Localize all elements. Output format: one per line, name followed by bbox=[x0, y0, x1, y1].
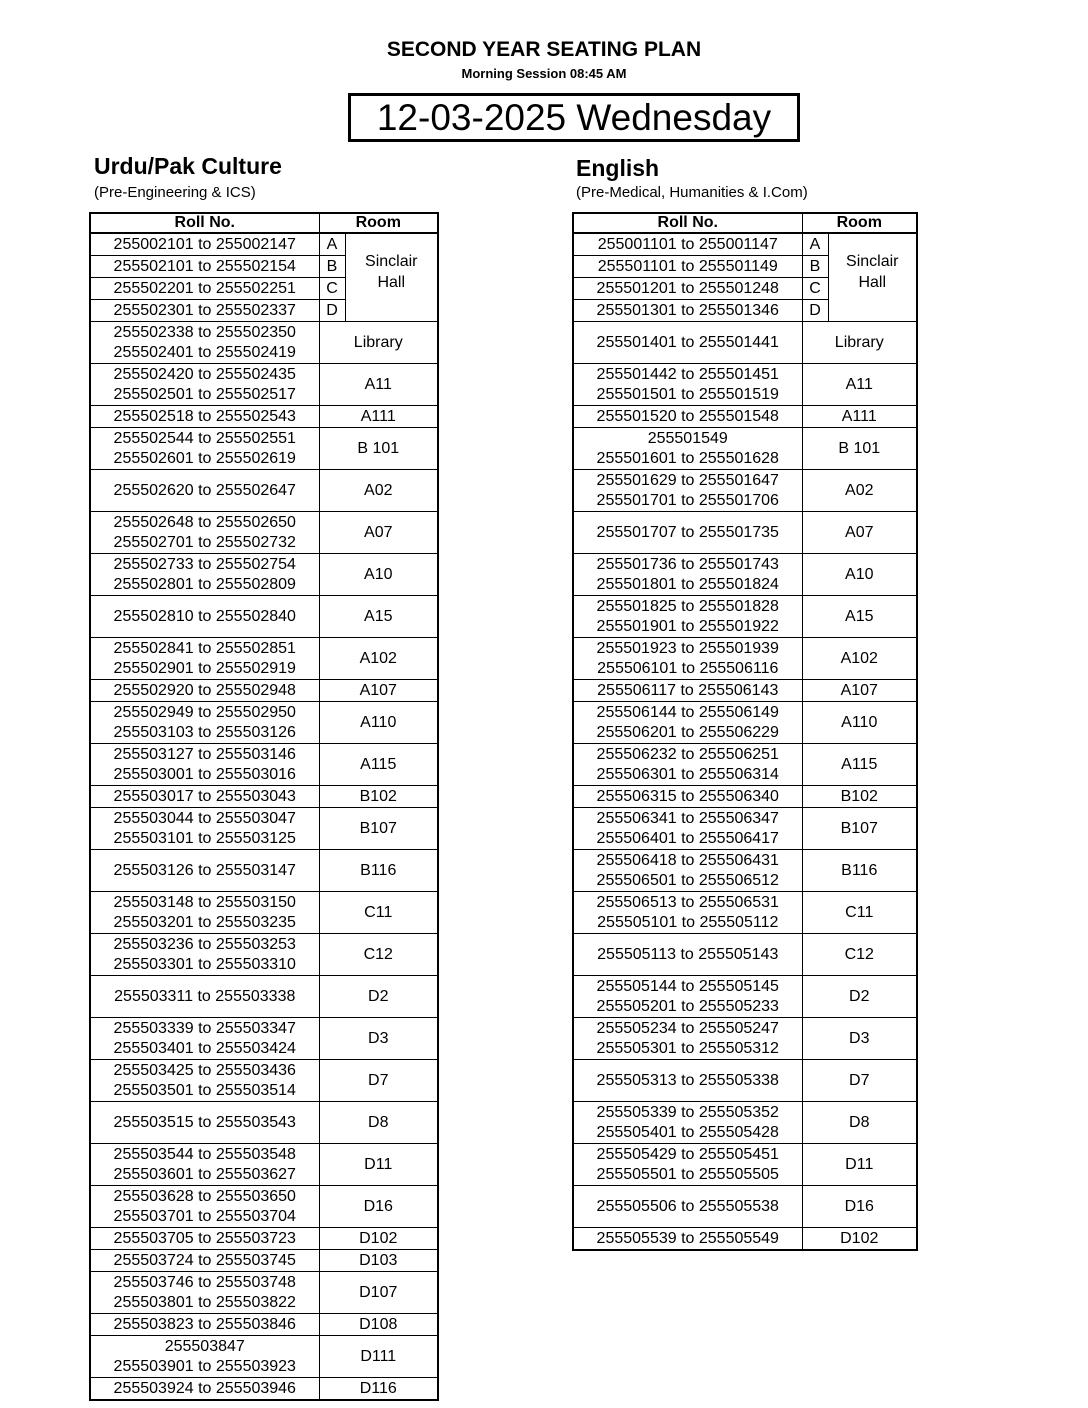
table-row bbox=[573, 364, 917, 406]
exam-date-box: 12-03-2025 Wednesday bbox=[348, 93, 800, 142]
roll-range-cell bbox=[573, 976, 802, 1018]
roll-range-cell bbox=[90, 1018, 319, 1060]
roll-range-line: 255503103 to 255503126 bbox=[113, 723, 296, 741]
room-cell: A15 bbox=[802, 596, 917, 638]
roll-range-line: 255501901 to 255501922 bbox=[596, 617, 779, 635]
hall-name-cell: Sinclair Hall bbox=[345, 233, 438, 322]
table-row bbox=[573, 1102, 917, 1144]
roll-range-line: 255503515 to 255503543 bbox=[113, 1114, 296, 1131]
room-cell: A110 bbox=[802, 702, 917, 744]
table-row bbox=[90, 1250, 438, 1272]
roll-range-line: 255503236 to 255503253 bbox=[113, 935, 296, 953]
room-cell: A10 bbox=[319, 554, 438, 596]
room-cell: D102 bbox=[319, 1228, 438, 1250]
roll-range-cell bbox=[573, 1018, 802, 1060]
table-row bbox=[573, 322, 917, 364]
room-cell: A11 bbox=[802, 364, 917, 406]
room-cell: D11 bbox=[802, 1144, 917, 1186]
roll-range-cell bbox=[90, 1336, 319, 1378]
roll-range-line: 255501736 to 255501743 bbox=[596, 555, 779, 573]
left-subject-title: Urdu/Pak Culture bbox=[94, 153, 282, 179]
roll-range-cell bbox=[90, 470, 319, 512]
roll-range-line: 255503311 to 255503338 bbox=[114, 988, 296, 1005]
roll-range-cell bbox=[573, 1186, 802, 1228]
roll-range-line: 255506513 to 255506531 bbox=[596, 893, 779, 911]
roll-range-line: 255502648 to 255502650 bbox=[113, 513, 296, 531]
room-cell: A102 bbox=[802, 638, 917, 680]
roll-range-line: 255501707 to 255501735 bbox=[596, 524, 779, 541]
table-row bbox=[573, 808, 917, 850]
roll-range-cell bbox=[90, 934, 319, 976]
roll-range-line: 255503705 to 255503723 bbox=[113, 1230, 296, 1247]
table-row bbox=[573, 1228, 917, 1251]
roll-range-line: 255502620 to 255502647 bbox=[113, 482, 296, 499]
roll-range-cell bbox=[90, 638, 319, 680]
table-row bbox=[573, 233, 917, 256]
roll-range-line: 255502518 to 255502543 bbox=[113, 408, 296, 425]
roll-range-cell bbox=[90, 406, 319, 428]
roll-range-cell bbox=[573, 1102, 802, 1144]
roll-range-cell bbox=[573, 680, 802, 702]
roll-range-line: 255505313 to 255505338 bbox=[596, 1072, 779, 1089]
room-cell: C12 bbox=[802, 934, 917, 976]
room-cell: B102 bbox=[802, 786, 917, 808]
roll-range-cell bbox=[573, 786, 802, 808]
roll-range-cell: 255501101 to 255501149 bbox=[573, 256, 802, 278]
roll-range-line: 255501442 to 255501451 bbox=[596, 365, 779, 383]
table-row bbox=[90, 406, 438, 428]
table-row bbox=[90, 596, 438, 638]
room-cell: D3 bbox=[802, 1018, 917, 1060]
roll-range-line: 255506341 to 255506347 bbox=[596, 809, 779, 827]
room-cell: D2 bbox=[319, 976, 438, 1018]
room-cell: A111 bbox=[802, 406, 917, 428]
table-row bbox=[90, 1228, 438, 1250]
roll-range-line: 255503701 to 255503704 bbox=[113, 1207, 296, 1225]
roll-range-cell: 255501201 to 255501248 bbox=[573, 278, 802, 300]
table-row bbox=[90, 892, 438, 934]
table-row bbox=[90, 1336, 438, 1378]
room-cell: A07 bbox=[802, 512, 917, 554]
roll-range-line: 255505113 to 255505143 bbox=[597, 946, 779, 963]
table-row bbox=[573, 892, 917, 934]
room-cell: D116 bbox=[319, 1378, 438, 1401]
room-cell: A10 bbox=[802, 554, 917, 596]
table-row bbox=[90, 702, 438, 744]
roll-range-cell bbox=[90, 680, 319, 702]
table-row bbox=[573, 744, 917, 786]
left-seating-table bbox=[89, 212, 439, 1401]
roll-range-line: 255501923 to 255501939 bbox=[596, 639, 779, 657]
roll-range-cell bbox=[573, 850, 802, 892]
table-row bbox=[90, 512, 438, 554]
roll-range-line: 255501501 to 255501519 bbox=[596, 385, 779, 403]
room-cell: B107 bbox=[802, 808, 917, 850]
roll-range-cell bbox=[90, 1250, 319, 1272]
roll-range-cell bbox=[90, 976, 319, 1018]
room-cell: A107 bbox=[802, 680, 917, 702]
room-cell: A07 bbox=[319, 512, 438, 554]
roll-range-cell bbox=[90, 1272, 319, 1314]
room-cell: A110 bbox=[319, 702, 438, 744]
roll-range-cell bbox=[573, 322, 802, 364]
roll-range-line: 255505339 to 255505352 bbox=[596, 1103, 779, 1121]
roll-range-line: 255503901 to 255503923 bbox=[113, 1357, 296, 1375]
roll-range-line: 255502501 to 255502517 bbox=[113, 385, 296, 403]
room-cell: D8 bbox=[802, 1102, 917, 1144]
table-row bbox=[573, 596, 917, 638]
roll-range-cell: 255502301 to 255502337 bbox=[90, 300, 319, 322]
page-title: SECOND YEAR SEATING PLAN bbox=[386, 38, 702, 61]
roll-range-line: 255503127 to 255503146 bbox=[113, 745, 296, 763]
roll-range-cell bbox=[573, 744, 802, 786]
roll-range-cell bbox=[90, 1186, 319, 1228]
roll-range-line: 255503301 to 255503310 bbox=[113, 955, 296, 973]
table-row bbox=[573, 1186, 917, 1228]
table-row bbox=[573, 470, 917, 512]
room-cell: D103 bbox=[319, 1250, 438, 1272]
table-row bbox=[573, 638, 917, 680]
table-row bbox=[90, 1144, 438, 1186]
hall-section-letter: C bbox=[802, 278, 828, 300]
room-cell: A115 bbox=[802, 744, 917, 786]
roll-range-line: 255503544 to 255503548 bbox=[113, 1145, 296, 1163]
hall-section-letter: B bbox=[802, 256, 828, 278]
roll-range-cell bbox=[573, 892, 802, 934]
table-row bbox=[573, 680, 917, 702]
room-cell: D16 bbox=[802, 1186, 917, 1228]
table-row bbox=[90, 1272, 438, 1314]
right-seating-table bbox=[572, 212, 918, 1251]
roll-range-cell bbox=[573, 934, 802, 976]
roll-range-cell bbox=[90, 1378, 319, 1401]
table-row bbox=[90, 786, 438, 808]
roll-range-line: 255503044 to 255503047 bbox=[113, 809, 296, 827]
table-row bbox=[90, 364, 438, 406]
right-stream-label: (Pre-Medical, Humanities & I.Com) bbox=[576, 184, 808, 201]
table-row bbox=[90, 428, 438, 470]
roll-range-line: 255501701 to 255501706 bbox=[596, 491, 779, 509]
roll-range-line: 255501549 bbox=[647, 429, 728, 447]
hall-section-letter: A bbox=[319, 233, 345, 256]
roll-range-line: 255502841 to 255502851 bbox=[113, 639, 296, 657]
roll-range-line: 255503847 bbox=[164, 1337, 245, 1355]
roll-range-cell: 255502101 to 255502154 bbox=[90, 256, 319, 278]
roll-range-cell bbox=[90, 322, 319, 364]
hall-section-letter: A bbox=[802, 233, 828, 256]
room-cell: C11 bbox=[802, 892, 917, 934]
room-cell: A11 bbox=[319, 364, 438, 406]
roll-range-cell bbox=[90, 1144, 319, 1186]
table-row bbox=[90, 470, 438, 512]
table-row bbox=[90, 680, 438, 702]
room-cell: D16 bbox=[319, 1186, 438, 1228]
roll-range-line: 255502544 to 255502551 bbox=[113, 429, 296, 447]
table-row bbox=[90, 1018, 438, 1060]
roll-range-cell bbox=[90, 850, 319, 892]
roll-range-cell bbox=[90, 596, 319, 638]
roll-range-line: 255505501 to 255505505 bbox=[596, 1165, 779, 1183]
table-row bbox=[573, 406, 917, 428]
roll-range-line: 255502733 to 255502754 bbox=[113, 555, 296, 573]
hall-section-letter: D bbox=[802, 300, 828, 322]
roll-range-cell bbox=[90, 1314, 319, 1336]
roll-range-line: 255505234 to 255505247 bbox=[596, 1019, 779, 1037]
room-cell: A107 bbox=[319, 680, 438, 702]
roll-range-line: 255505506 to 255505538 bbox=[596, 1198, 779, 1215]
table-row bbox=[573, 786, 917, 808]
roll-range-line: 255505144 to 255505145 bbox=[596, 977, 779, 995]
roll-range-line: 255506201 to 255506229 bbox=[596, 723, 779, 741]
table-row bbox=[90, 638, 438, 680]
roll-range-line: 255505539 to 255505549 bbox=[596, 1230, 779, 1247]
roll-range-line: 255503401 to 255503424 bbox=[113, 1039, 296, 1057]
header-row bbox=[90, 213, 438, 233]
table-row bbox=[90, 976, 438, 1018]
room-cell: D2 bbox=[802, 976, 917, 1018]
room-cell: D7 bbox=[802, 1060, 917, 1102]
roll-range-line: 255506101 to 255506116 bbox=[597, 659, 779, 677]
roll-range-line: 255501801 to 255501824 bbox=[596, 575, 779, 593]
roll-range-line: 255506401 to 255506417 bbox=[596, 829, 779, 847]
roll-range-line: 255502601 to 255502619 bbox=[113, 449, 296, 467]
roll-range-line: 255502901 to 255502919 bbox=[113, 659, 296, 677]
table-row bbox=[90, 554, 438, 596]
roll-range-line: 255503724 to 255503745 bbox=[113, 1252, 296, 1269]
roll-range-cell bbox=[573, 428, 802, 470]
room-cell: D8 bbox=[319, 1102, 438, 1144]
table-row bbox=[90, 744, 438, 786]
roll-range-line: 255501601 to 255501628 bbox=[596, 449, 779, 467]
table-row bbox=[573, 850, 917, 892]
room-cell: A02 bbox=[319, 470, 438, 512]
table-row bbox=[90, 1314, 438, 1336]
roll-range-cell bbox=[573, 554, 802, 596]
table-row bbox=[573, 976, 917, 1018]
table-row bbox=[573, 1144, 917, 1186]
table-row bbox=[90, 934, 438, 976]
table-row bbox=[90, 1060, 438, 1102]
roll-range-line: 255502810 to 255502840 bbox=[113, 608, 296, 625]
roll-range-line: 255506315 to 255506340 bbox=[596, 788, 779, 805]
roll-range-cell bbox=[573, 470, 802, 512]
session-time: Morning Session 08:45 AM bbox=[461, 66, 627, 81]
roll-range-cell bbox=[90, 786, 319, 808]
roll-range-cell bbox=[90, 1060, 319, 1102]
roll-range-cell bbox=[573, 596, 802, 638]
room-header: Room bbox=[319, 213, 438, 233]
header-row bbox=[573, 213, 917, 233]
table-row bbox=[573, 512, 917, 554]
roll-range-line: 255503001 to 255503016 bbox=[113, 765, 296, 783]
table-row bbox=[90, 322, 438, 364]
room-cell: D102 bbox=[802, 1228, 917, 1251]
roll-range-cell: 255002101 to 255002147 bbox=[90, 233, 319, 256]
roll-range-line: 255503148 to 255503150 bbox=[113, 893, 296, 911]
table-row bbox=[90, 233, 438, 256]
roll-range-cell bbox=[90, 808, 319, 850]
hall-section-letter: C bbox=[319, 278, 345, 300]
roll-range-line: 255505301 to 255505312 bbox=[596, 1039, 779, 1057]
roll-range-cell bbox=[573, 512, 802, 554]
roll-range-line: 255503201 to 255503235 bbox=[113, 913, 296, 931]
room-cell: A111 bbox=[319, 406, 438, 428]
roll-range-line: 255506418 to 255506431 bbox=[596, 851, 779, 869]
room-cell: A15 bbox=[319, 596, 438, 638]
roll-range-line: 255505201 to 255505233 bbox=[596, 997, 779, 1015]
roll-range-cell bbox=[90, 1102, 319, 1144]
table-row bbox=[573, 702, 917, 744]
table-row bbox=[90, 1378, 438, 1401]
roll-range-line: 255506501 to 255506512 bbox=[596, 871, 779, 889]
hall-name-cell: Sinclair Hall bbox=[828, 233, 917, 322]
roll-range-line: 255503126 to 255503147 bbox=[113, 862, 296, 879]
table-row bbox=[573, 428, 917, 470]
roll-range-line: 255501401 to 255501441 bbox=[596, 334, 779, 351]
roll-range-line: 255501825 to 255501828 bbox=[596, 597, 779, 615]
roll-range-line: 255503101 to 255503125 bbox=[113, 829, 296, 847]
right-subject-title: English bbox=[576, 155, 660, 181]
room-cell: D107 bbox=[319, 1272, 438, 1314]
roll-range-line: 255501629 to 255501647 bbox=[596, 471, 779, 489]
room-cell: D3 bbox=[319, 1018, 438, 1060]
roll-range-line: 255505429 to 255505451 bbox=[596, 1145, 779, 1163]
room-cell: C12 bbox=[319, 934, 438, 976]
roll-range-cell bbox=[573, 1060, 802, 1102]
room-cell: D7 bbox=[319, 1060, 438, 1102]
room-cell: D11 bbox=[319, 1144, 438, 1186]
roll-range-line: 255503425 to 255503436 bbox=[113, 1061, 296, 1079]
table-row bbox=[90, 1102, 438, 1144]
roll-range-line: 255506301 to 255506314 bbox=[596, 765, 779, 783]
room-cell: A02 bbox=[802, 470, 917, 512]
left-stream-label: (Pre-Engineering & ICS) bbox=[94, 184, 256, 201]
room-cell: B102 bbox=[319, 786, 438, 808]
roll-range-line: 255506144 to 255506149 bbox=[596, 703, 779, 721]
roll-range-cell: 255001101 to 255001147 bbox=[573, 233, 802, 256]
room-cell: B116 bbox=[319, 850, 438, 892]
roll-no-header: Roll No. bbox=[573, 213, 802, 233]
roll-range-cell bbox=[573, 1144, 802, 1186]
roll-range-line: 255501520 to 255501548 bbox=[596, 408, 779, 425]
roll-range-cell bbox=[90, 512, 319, 554]
roll-range-cell bbox=[90, 364, 319, 406]
roll-range-line: 255503801 to 255503822 bbox=[113, 1293, 296, 1311]
roll-range-line: 255505101 to 255505112 bbox=[597, 913, 779, 931]
room-cell: B 101 bbox=[319, 428, 438, 470]
room-cell: B107 bbox=[319, 808, 438, 850]
roll-range-line: 255503746 to 255503748 bbox=[113, 1273, 296, 1291]
roll-range-line: 255505401 to 255505428 bbox=[596, 1123, 779, 1141]
roll-range-cell bbox=[573, 364, 802, 406]
table-row bbox=[90, 1186, 438, 1228]
roll-range-cell: 255501301 to 255501346 bbox=[573, 300, 802, 322]
table-row bbox=[573, 934, 917, 976]
room-cell: D111 bbox=[319, 1336, 438, 1378]
room-cell: B 101 bbox=[802, 428, 917, 470]
roll-range-cell: 255502201 to 255502251 bbox=[90, 278, 319, 300]
roll-range-line: 255502920 to 255502948 bbox=[113, 682, 296, 699]
roll-range-line: 255503628 to 255503650 bbox=[113, 1187, 296, 1205]
roll-range-line: 255502801 to 255502809 bbox=[113, 575, 296, 593]
table-row bbox=[573, 1060, 917, 1102]
roll-range-cell bbox=[90, 892, 319, 934]
roll-range-cell bbox=[573, 808, 802, 850]
table-row bbox=[90, 850, 438, 892]
room-cell: B116 bbox=[802, 850, 917, 892]
roll-range-line: 255502420 to 255502435 bbox=[113, 365, 296, 383]
room-cell: A102 bbox=[319, 638, 438, 680]
roll-range-line: 255503017 to 255503043 bbox=[113, 788, 296, 805]
roll-range-line: 255502401 to 255502419 bbox=[113, 343, 296, 361]
room-header: Room bbox=[802, 213, 917, 233]
roll-range-cell bbox=[573, 638, 802, 680]
room-cell: D108 bbox=[319, 1314, 438, 1336]
hall-section-letter: D bbox=[319, 300, 345, 322]
table-row bbox=[573, 1018, 917, 1060]
roll-range-cell bbox=[90, 554, 319, 596]
roll-range-cell bbox=[573, 406, 802, 428]
room-cell: Library bbox=[319, 322, 438, 364]
room-cell: Library bbox=[802, 322, 917, 364]
table-row bbox=[90, 808, 438, 850]
roll-range-line: 255503924 to 255503946 bbox=[113, 1380, 296, 1397]
roll-range-cell bbox=[90, 702, 319, 744]
room-cell: C11 bbox=[319, 892, 438, 934]
roll-range-line: 255502701 to 255502732 bbox=[113, 533, 296, 551]
roll-range-line: 255503823 to 255503846 bbox=[113, 1316, 296, 1333]
roll-range-cell bbox=[90, 428, 319, 470]
roll-range-line: 255503601 to 255503627 bbox=[113, 1165, 296, 1183]
roll-range-line: 255503339 to 255503347 bbox=[113, 1019, 296, 1037]
roll-range-line: 255506232 to 255506251 bbox=[596, 745, 779, 763]
roll-range-line: 255506117 to 255506143 bbox=[597, 682, 779, 699]
roll-range-line: 255502338 to 255502350 bbox=[113, 323, 296, 341]
roll-range-line: 255503501 to 255503514 bbox=[113, 1081, 296, 1099]
roll-range-cell bbox=[573, 702, 802, 744]
roll-no-header: Roll No. bbox=[90, 213, 319, 233]
roll-range-cell bbox=[573, 1228, 802, 1251]
roll-range-cell bbox=[90, 1228, 319, 1250]
roll-range-cell bbox=[90, 744, 319, 786]
hall-section-letter: B bbox=[319, 256, 345, 278]
room-cell: A115 bbox=[319, 744, 438, 786]
table-row bbox=[573, 554, 917, 596]
roll-range-line: 255502949 to 255502950 bbox=[113, 703, 296, 721]
